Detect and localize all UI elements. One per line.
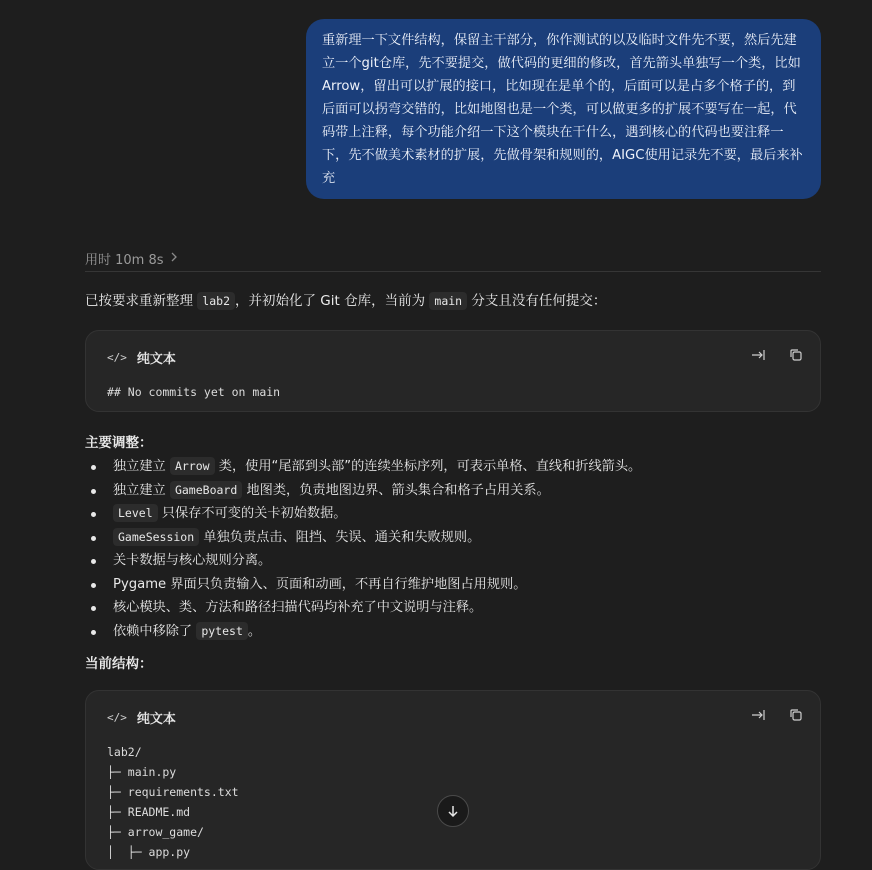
user-message-text: 重新理一下文件结构，保留主干部分，你作测试的以及临时文件先不要，然后先建立一个git仓库，先不要提交，做代码的更细的修改，首先箭头单独写一个类，比如Arrow，留出可以扩展的接口，比如现在是单个的，后面可以是占多个格子的，到后面可以拐弯交错的，比如地图也是一个类，可以做更多的扩展不要写在一起，代码带上注释，每个功能介绍一下这个模块在干什么，遇到核心的代码也要注释一下，先不做美术素材的扩展，先做骨架和规则的，AIGC使用记录先不要，最后来补充: [322, 33, 803, 186]
divider: [85, 271, 821, 272]
code-block-language-label: 纯文本: [136, 712, 176, 727]
code-block-header: [107, 708, 176, 727]
copy-icon[interactable]: [788, 347, 804, 363]
changes-list: [85, 455, 641, 643]
wrap-toggle-icon[interactable]: [750, 347, 766, 363]
chevron-right-icon: [170, 251, 178, 266]
list-item: Level 只保存不可变的关卡初始数据。: [85, 502, 641, 526]
list-item: Pygame 界面只负责输入、页面和动画，不再自行维护地图占用规则。: [85, 573, 641, 597]
code-block-header: [107, 348, 176, 367]
inline-code: Level: [113, 504, 158, 522]
list-item: GameSession 单独负责点击、阻挡、失误、通关和失败规则。: [85, 526, 641, 550]
intro-text-2: ，并初始化了 Git 仓库，当前为: [235, 293, 430, 309]
intro-text-1: 已按要求重新整理: [85, 293, 198, 309]
inline-code: GameBoard: [170, 481, 242, 499]
scroll-to-bottom-button[interactable]: [437, 795, 469, 827]
list-item: 关卡数据与核心规则分离。: [85, 549, 641, 573]
code-block-content: ## No commits yet on main: [107, 385, 281, 399]
list-item: 独立建立 Arrow 类，使用“尾部到头部”的连续坐标序列，可表示单格、直线和折线箭头。: [85, 455, 641, 479]
inline-code-main: main: [429, 292, 467, 310]
wrap-toggle-icon[interactable]: [750, 707, 766, 723]
list-item: 依赖中移除了 pytest 。: [85, 620, 641, 644]
list-item: 核心模块、类、方法和路径扫描代码均补充了中文说明与注释。: [85, 596, 641, 620]
code-block-language-label: 纯文本: [136, 352, 176, 367]
intro-text-3: 分支且没有任何提交：: [467, 293, 607, 309]
inline-code: Arrow: [170, 457, 215, 475]
elapsed-time-label: 用时 10m 8s: [85, 253, 164, 268]
inline-code-lab2: lab2: [197, 292, 235, 310]
elapsed-time-toggle[interactable]: [85, 249, 178, 268]
copy-icon[interactable]: [788, 707, 804, 723]
user-message-bubble: [306, 19, 821, 199]
code-block-content: lab2/ ├─ main.py ├─ requirements.txt ├─ README.md ├─ arrow_game/ │ ├─ app.py: [107, 745, 239, 859]
list-item: 独立建立 GameBoard 地图类，负责地图边界、箭头集合和格子占用关系。: [85, 479, 641, 503]
code-block-structure: [85, 690, 821, 870]
structure-heading: 当前结构：: [85, 656, 153, 672]
main-changes-heading: 主要调整：: [85, 435, 153, 451]
code-icon: </>: [107, 711, 127, 724]
code-icon: </>: [107, 351, 127, 364]
inline-code: pytest: [196, 622, 248, 640]
code-block-commits: [85, 330, 821, 412]
inline-code: GameSession: [113, 528, 199, 546]
arrow-down-icon: [446, 804, 460, 818]
response-intro: [85, 289, 606, 309]
